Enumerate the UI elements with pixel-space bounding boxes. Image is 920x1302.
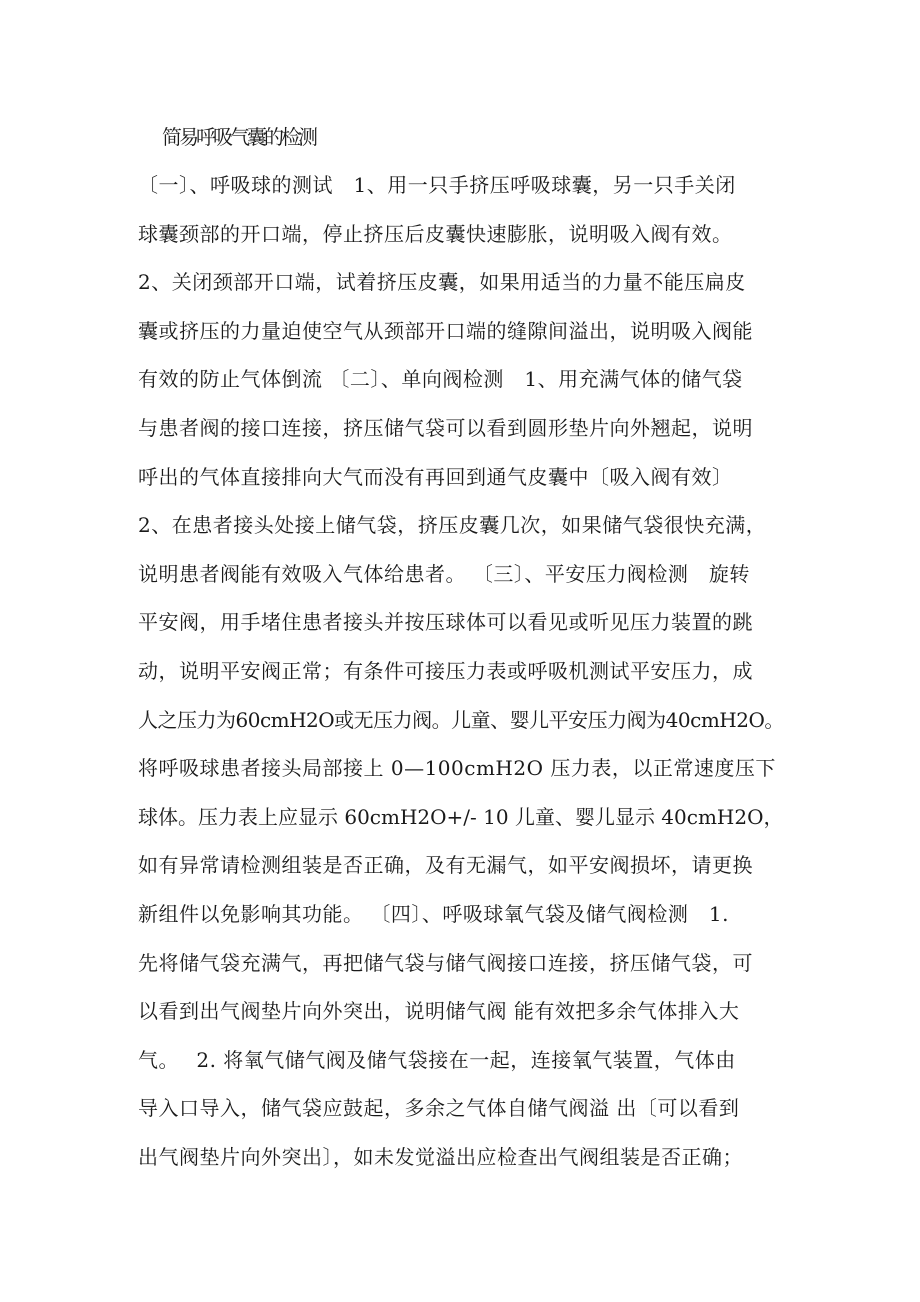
paragraph-line: 2、在患者接头处接上储气袋，挤压皮囊几次，如果储气袋很快充满， bbox=[138, 513, 767, 538]
paragraph-line: 出气阀垫片向外突出〕，如未发觉溢出应检查出气阀组装是否正确； bbox=[138, 1145, 743, 1169]
paragraph-line: 说明患者阀能有效吸入气体给患者。 〔三〕、平安压力阀检测 旋转 bbox=[138, 561, 750, 586]
paragraph-line: 2、关闭颈部开口端，试着挤压皮囊，如果用适当的力量不能压扁皮 bbox=[138, 270, 746, 295]
paragraph-line: 以看到出气阀垫片向外突出，说明储气阀 能有效把多余气体排入大 bbox=[138, 999, 740, 1024]
paragraph-line: 球体。压力表上应显示 60cmH2O+/- 10 儿童、婴儿显示 40cmH2O， bbox=[138, 804, 784, 829]
paragraph-line: 〔一〕、呼吸球的测试 1、用一只手挤压呼吸球囊，另一只手关闭 bbox=[138, 173, 736, 197]
paragraph-line: 将呼吸球患者接头局部接上 0—100cmH2O 压力表，以正常速度压下 bbox=[138, 756, 776, 781]
paragraph-line: 先将储气袋充满气，再把储气袋与储气阀接口连接，挤压储气袋，可 bbox=[138, 950, 753, 975]
paragraph-line: 导入口导入，储气袋应鼓起，多余之气体自储气阀溢 出〔可以看到 bbox=[138, 1096, 740, 1121]
document-title: 简易呼吸气囊的检测 bbox=[162, 125, 315, 149]
paragraph-line: 有效的防止气体倒流 〔二〕、单向阀检测 1、用充满气体的储气袋 bbox=[138, 367, 743, 392]
paragraph-line: 球囊颈部的开口端，停止挤压后皮囊快速膨胀，说明吸入阀有效。 bbox=[138, 221, 733, 246]
paragraph-line: 人之压力为60cmH2O或无压力阀。儿童、婴儿平安压力阀为40cmH2O。 bbox=[138, 707, 784, 732]
paragraph-line: 气。 2. 将氧气储气阀及储气袋接在一起，连接氧气装置，气体由 bbox=[138, 1047, 736, 1072]
paragraph-line: 呼出的气体直接排向大气而没有再回到通气皮囊中〔吸入阀有效〕 bbox=[138, 464, 733, 489]
paragraph-line: 与患者阀的接口连接，挤压储气袋可以看到圆形垫片向外翘起，说明 bbox=[138, 416, 753, 440]
paragraph-line: 囊或挤压的力量迫使空气从颈部开口端的缝隙间溢出，说明吸入阀能 bbox=[138, 318, 753, 343]
paragraph-line: 平安阀，用手堵住患者接头并按压球体可以看见或听见压力装置的跳 bbox=[138, 610, 753, 635]
paragraph-line: 新组件以免影响其功能。 〔四〕、呼吸球氧气袋及储气阀检测 1. bbox=[138, 902, 729, 926]
paragraph-line: 动，说明平安阀正常；有条件可接压力表或呼吸机测试平安压力，成 bbox=[138, 659, 753, 683]
paragraph-line: 如有异常请检测组装是否正确，及有无漏气，如平安阀损坏，请更换 bbox=[138, 853, 753, 878]
